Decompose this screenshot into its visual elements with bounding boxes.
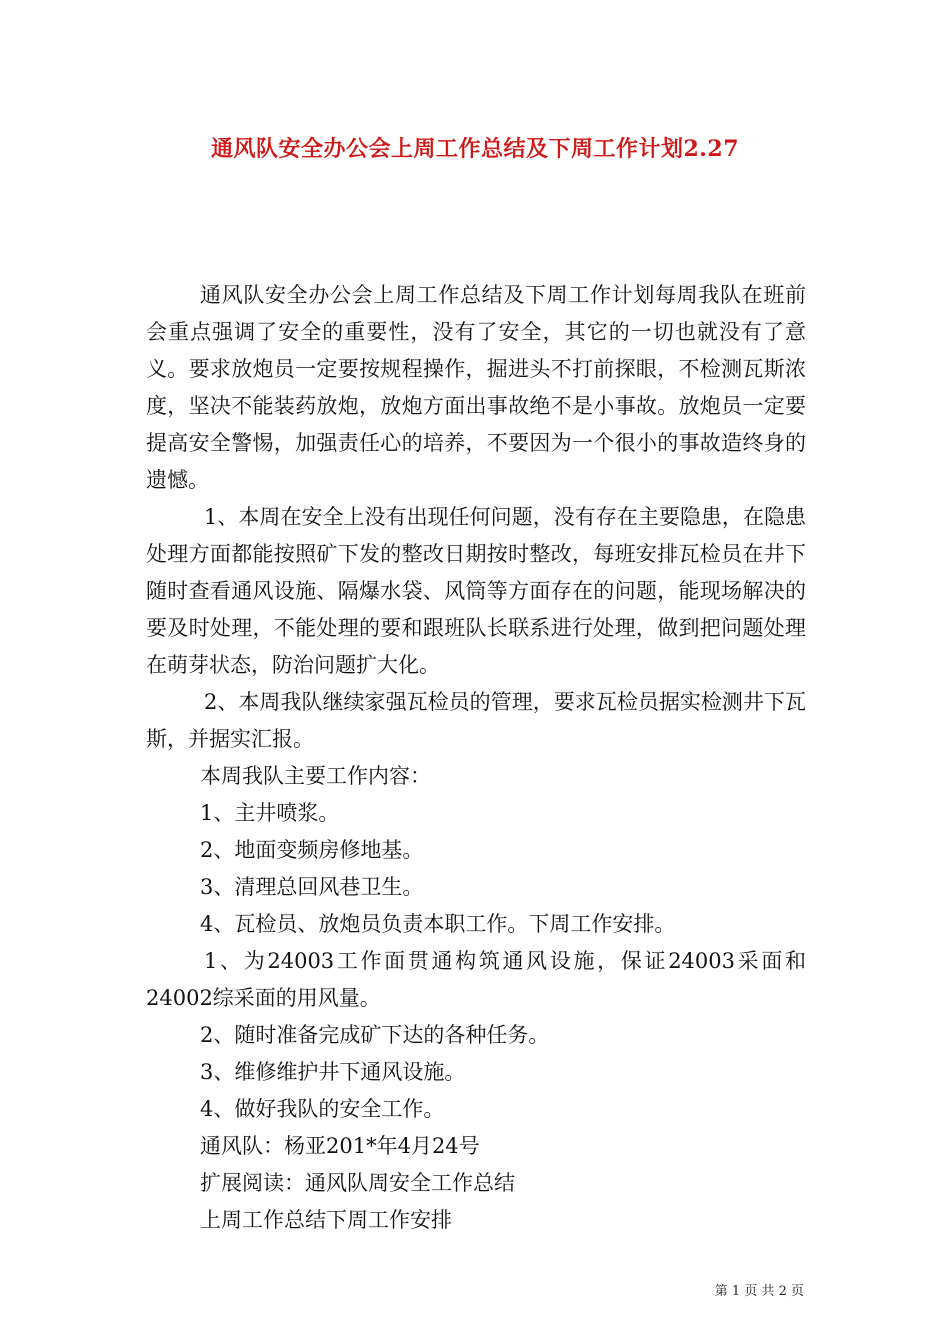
next-week-item-4: 4、做好我队的安全工作。 xyxy=(200,1097,445,1121)
work-item-3: 3、清理总回风巷卫生。 xyxy=(200,875,424,899)
work-item-1: 1、主井喷浆。 xyxy=(200,801,340,825)
extended-reading: 扩展阅读：通风队周安全工作总结 xyxy=(200,1171,515,1195)
work-item-4: 4、瓦检员、放炮员负责本职工作。下周工作安排。 xyxy=(200,912,676,936)
next-week-item-1: 1、为24003工作面贯通构筑通风设施，保证24003采面和24002综采面的用风量。 xyxy=(146,949,806,1010)
section-heading: 上周工作总结下周工作安排 xyxy=(200,1208,452,1232)
summary-item-1: 1、本周在安全上没有出现任何问题，没有存在主要隐患，在隐患处理方面都能按照矿下发的整改日期按时整改，每班安排瓦检员在井下随时查看通风设施、隔爆水袋、风筒等方面存在的问题，能现场解决的要及时处理，不能处理的要和跟班队长联系进行处理，做到把问题处理在萌芽状态，防治问题扩大化。 xyxy=(146,505,806,677)
work-item-2: 2、地面变频房修地基。 xyxy=(200,838,424,862)
summary-item-2: 2、本周我队继续家强瓦检员的管理，要求瓦检员据实检测井下瓦斯，并据实汇报。 xyxy=(146,690,806,751)
intro-paragraph: 通风队安全办公会上周工作总结及下周工作计划每周我队在班前会重点强调了安全的重要性，没有了安全，其它的一切也就没有了意义。要求放炮员一定要按规程操作，掘进头不打前探眼，不检测瓦斯浓度，坚决不能装药放炮，放炮方面出事故绝不是小事故。放炮员一定要提高安全警惕，加强责任心的培养，不要因为一个很小的事故造终身的遗憾。 xyxy=(146,283,806,492)
page-number: 第 1 页 共 2 页 xyxy=(714,1284,804,1299)
document-title: 通风队安全办公会上周工作总结及下周工作计划2.27 xyxy=(210,136,740,162)
work-content-heading: 本周我队主要工作内容： xyxy=(200,764,431,788)
signature-line: 通风队：杨亚201*年4月24号 xyxy=(200,1134,480,1158)
next-week-item-3: 3、维修维护井下通风设施。 xyxy=(200,1060,466,1084)
next-week-item-2: 2、随时准备完成矿下达的各种任务。 xyxy=(200,1023,550,1047)
document-body xyxy=(146,277,806,1239)
